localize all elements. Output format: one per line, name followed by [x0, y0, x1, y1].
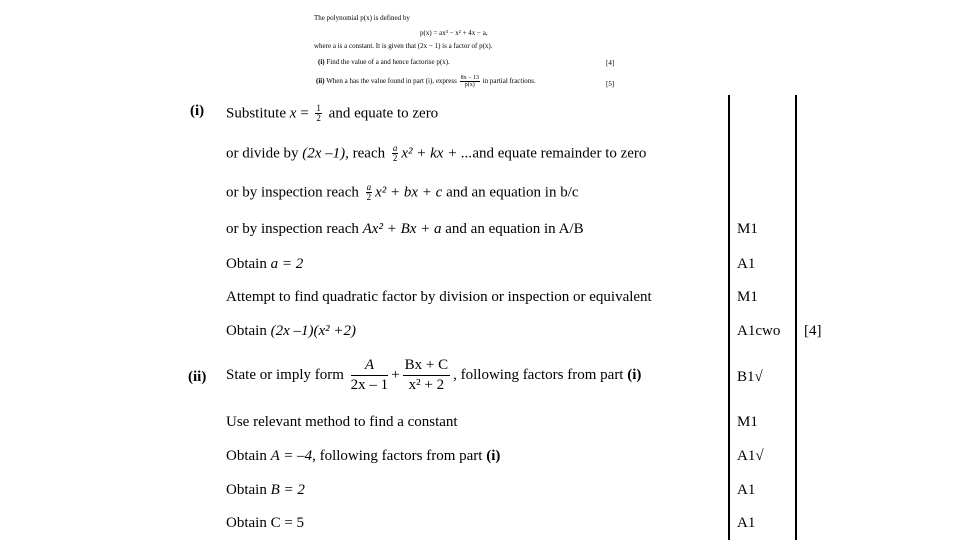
- row-text-b: , reach: [345, 145, 389, 162]
- frac-den: 2x – 1: [350, 376, 389, 393]
- question-part-i: [318, 59, 450, 66]
- question-part-i-label: (i): [318, 58, 325, 66]
- question-equation: p(x) = ax³ − x² + 4x − a,: [420, 29, 488, 37]
- scheme-part-i-label: (i): [190, 103, 205, 119]
- scheme-row-ii-3: [226, 449, 500, 464]
- row-text: or by inspection reach: [226, 221, 363, 237]
- scheme-row-ii-2: [226, 415, 458, 430]
- frac-num: 1: [316, 103, 321, 113]
- row-text: or divide by: [226, 145, 303, 162]
- row-text: Obtain: [226, 448, 271, 464]
- part-reference: (i): [486, 448, 501, 464]
- row-text-c: and an equation in b/c: [442, 184, 579, 201]
- scheme-row-i-6: [226, 290, 652, 305]
- scheme-row-i-7: [226, 324, 356, 339]
- partial-fraction-a: [351, 358, 389, 394]
- scheme-row-ii-1: [226, 358, 641, 394]
- question-intro: The polynomial p(x) is defined by: [314, 14, 410, 22]
- row-var: x: [289, 105, 297, 122]
- row-text: Substitute: [226, 105, 290, 122]
- scheme-row-i-1: [226, 104, 438, 124]
- mark-column-left-rule: [728, 95, 730, 540]
- row-poly: x² + bx + c: [375, 184, 443, 201]
- scheme-row-i-4: [226, 222, 584, 237]
- row-text-c: and equate remainder to zero: [472, 145, 647, 162]
- partial-fraction-bc: [403, 358, 450, 394]
- frac-den: x² + 2: [408, 376, 445, 393]
- mark-ii-4: A1: [737, 482, 756, 498]
- row-poly: B = 2: [270, 482, 305, 498]
- question-part-i-text: Find the value of a and hence factorise p(x).: [326, 58, 450, 66]
- part-reference: (i): [627, 367, 642, 384]
- row-poly: (2x –1)(x² +2): [270, 323, 356, 339]
- row-text: Obtain: [226, 482, 271, 498]
- mark-ii-5: A1: [737, 515, 756, 531]
- question-part-ii-text-before: When a has the value found in part (i), express: [326, 77, 457, 86]
- frac-num: a: [392, 143, 398, 153]
- scheme-row-ii-5: [226, 516, 304, 531]
- row-fraction: [315, 104, 322, 124]
- row-expression: (2x –1): [302, 145, 346, 162]
- row-text-b: , following factors from part: [453, 367, 628, 384]
- row-eq: =: [296, 105, 313, 122]
- question-part-ii: [316, 75, 536, 88]
- question-part-ii-marks: [5]: [606, 80, 615, 88]
- frac-num: A: [351, 358, 389, 376]
- row-fraction: [366, 183, 373, 203]
- frac-num: Bx + C: [403, 358, 450, 376]
- row-poly: A = –4: [270, 448, 313, 464]
- row-text: State or imply form: [226, 367, 348, 384]
- question-part-ii-frac-den: p(x): [464, 82, 475, 88]
- mark-ii-1: B1√: [737, 369, 763, 385]
- scheme-row-ii-4: [226, 483, 305, 498]
- plus-sign: +: [391, 367, 400, 384]
- mark-ii-2: M1: [737, 414, 758, 430]
- mark-column-right-rule: [795, 95, 797, 540]
- scheme-row-i-3: [226, 183, 579, 203]
- row-poly: Ax² + Bx + a: [362, 221, 442, 237]
- row-text: or by inspection reach: [226, 184, 363, 201]
- part-i-total: [4]: [804, 323, 822, 339]
- scheme-row-i-5: [226, 257, 303, 272]
- row-text-c: and an equation in A/B: [441, 221, 584, 237]
- question-part-ii-frac-num: 8x − 13: [460, 75, 479, 81]
- row-text: Obtain: [226, 323, 271, 339]
- mark-i-7: A1cwo: [737, 323, 781, 339]
- frac-den: 2: [366, 192, 372, 203]
- row-fraction: [392, 144, 399, 164]
- mark-ii-3: A1√: [737, 448, 764, 464]
- row-text-b: and equate to zero: [324, 105, 439, 122]
- question-part-ii-label: (ii): [316, 77, 325, 86]
- question-condition: where a is a constant. It is given that (2x − 1) is a factor of p(x).: [314, 42, 493, 50]
- row-text: Obtain C = 5: [226, 515, 305, 531]
- scheme-row-i-2: [226, 144, 646, 164]
- frac-num: a: [366, 182, 372, 192]
- row-text-b: , following factors from part: [312, 448, 487, 464]
- question-part-ii-text-after: in partial fractions.: [482, 77, 536, 86]
- mark-i-5: A1: [737, 256, 756, 272]
- question-part-ii-fraction: [460, 75, 480, 88]
- question-part-i-marks: [4]: [606, 59, 615, 67]
- frac-den: 2: [316, 113, 321, 124]
- mark-i-6: M1: [737, 289, 758, 305]
- row-text: Use relevant method to find a constant: [226, 414, 458, 430]
- row-poly: x² + kx + ...: [401, 145, 473, 162]
- row-text: Obtain: [226, 256, 271, 272]
- row-poly: a = 2: [270, 256, 304, 272]
- row-text: Attempt to find quadratic factor by division or inspection or equivalent: [226, 289, 652, 305]
- frac-den: 2: [392, 153, 398, 164]
- mark-i-4: M1: [737, 221, 758, 237]
- scheme-part-ii-label: (ii): [188, 369, 207, 385]
